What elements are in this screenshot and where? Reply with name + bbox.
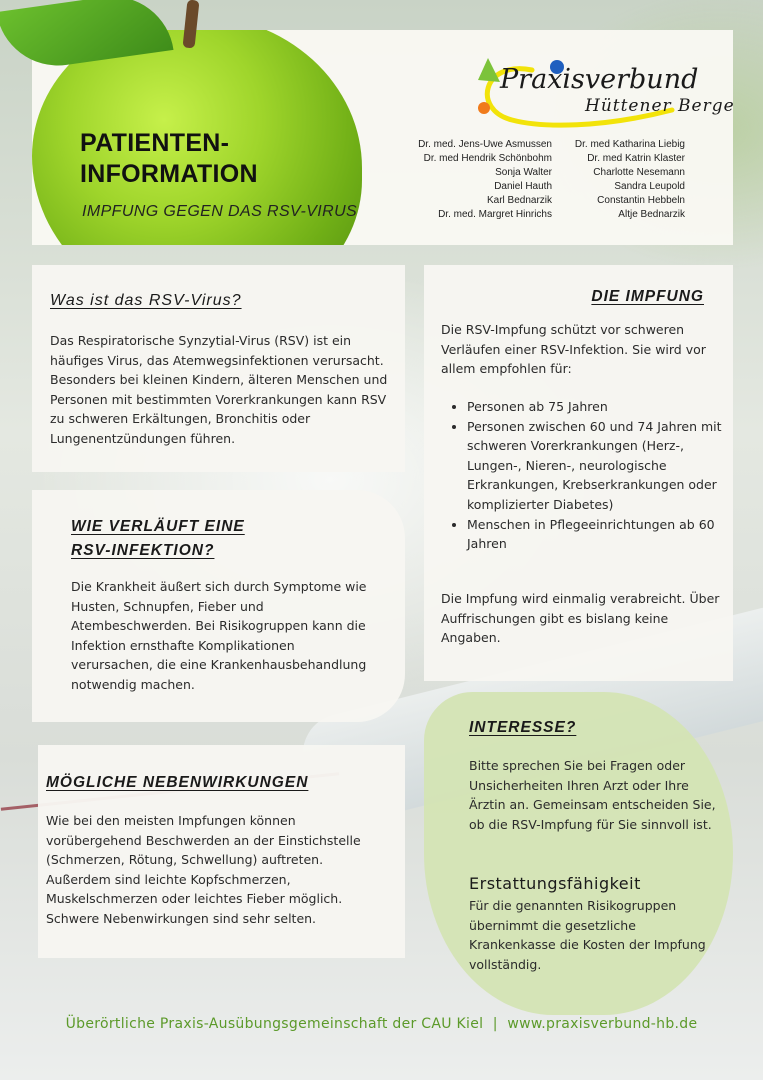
vaccination-target-list bbox=[443, 397, 732, 554]
interest-card bbox=[424, 692, 733, 1015]
vaccination-outro: Die Impfung wird einmalig verabreicht. Über Auffrischungen gibt es bislang keine Angaben. bbox=[441, 591, 720, 646]
list-item: • Menschen in Pflegeeinrichtungen ab 60 Jahren bbox=[467, 515, 732, 554]
side-effects-text: Wie bei den meisten Impfungen können vorübergehend Beschwerden an der Einstichstelle (Schmerzen, Rötung, Schwellung) auftreten. Außerdem sind leichte Kopfschmerzen, Muskelschmerzen oder leichtes Fieber möglich. Schwere Nebenwirkungen sind sehr selten. bbox=[46, 813, 361, 926]
list-item: • Personen ab 75 Jahren bbox=[467, 397, 732, 417]
interest-text: Bitte sprechen Sie bei Fragen oder Unsicherheiten Ihren Arzt oder Ihre Ärztin an. Gemeinsam entscheiden Sie, ob die RSV-Impfung für Sie sinnvoll ist. bbox=[469, 758, 716, 832]
rsv-heading: Was ist das RSV-Virus? bbox=[50, 292, 242, 309]
logo-title: Praxisverbund bbox=[500, 64, 699, 95]
side-effects-card bbox=[38, 745, 405, 958]
reimbursement-heading: Erstattungsfähigkeit bbox=[469, 874, 641, 893]
rsv-info-card bbox=[32, 265, 405, 472]
course-text: Die Krankheit äußert sich durch Symptome wie Husten, Schnupfen, Fieber und Atembeschwerden. Bei Risikogruppen kann die Infektion ernsthafte Komplikationen verursachen, die eine Krankenhausbehandlung notwendig machen. bbox=[71, 579, 367, 692]
interest-heading: INTERESSE? bbox=[469, 719, 577, 736]
reimbursement-text: Für die genannten Risikogruppen übernimmt die gesetzliche Krankenkasse die Kosten der Impfung vollständig. bbox=[469, 898, 706, 972]
doctor-list-left: Dr. med. Jens-Uwe Asmussen Dr. med Hendrik Schönbohm Sonja Walter Daniel Hauth Karl Bednarzik Dr. med. Margret Hinrichs bbox=[418, 139, 552, 221]
logo-subtitle: Hüttener Berge bbox=[585, 96, 735, 116]
vaccination-intro: Die RSV-Impfung schützt vor schweren Verläufen einer RSV-Infektion. Sie wird vor allem empfohlen für: bbox=[441, 322, 706, 377]
course-card bbox=[32, 490, 405, 722]
footer: Überörtliche Praxis-Ausübungsgemeinschaft der CAU Kiel | www.praxisverbund-hb.de bbox=[65, 1016, 698, 1032]
page-title: PATIENTEN- INFORMATION bbox=[80, 129, 258, 188]
page-subtitle: IMPFUNG GEGEN DAS RSV-VIRUS bbox=[82, 203, 358, 220]
vaccination-heading: DIE IMPFUNG bbox=[591, 288, 704, 305]
side-effects-heading: MÖGLICHE NEBENWIRKUNGEN bbox=[46, 774, 309, 791]
rsv-text: Das Respiratorische Synzytial-Virus (RSV) ist ein häufiges Virus, das Atemwegsinfektionen verursacht. Besonders bei kleinen Kindern, älteren Menschen und Personen mit bestimmten Vorerkrankungen kann RSV zu schweren Erkältungen, Bronchitis oder Lungenentzündungen führen. bbox=[50, 333, 388, 446]
doctor-list-right: Dr. med Katharina Liebig Dr. med Katrin Klaster Charlotte Nesemann Sandra Leupold Constantin Hebbeln Altje Bednarzik bbox=[574, 139, 685, 221]
list-item: • Personen zwischen 60 und 74 Jahren mit schweren Vorerkrankungen (Herz-, Lungen-, Nieren-, neurologische Erkrankungen, Krebserkrankungen oder komplizierter Diabetes) bbox=[467, 417, 732, 515]
course-heading: WIE VERLÄUFT EINE RSV-INFEKTION? bbox=[71, 518, 245, 559]
vaccination-card bbox=[424, 265, 733, 681]
